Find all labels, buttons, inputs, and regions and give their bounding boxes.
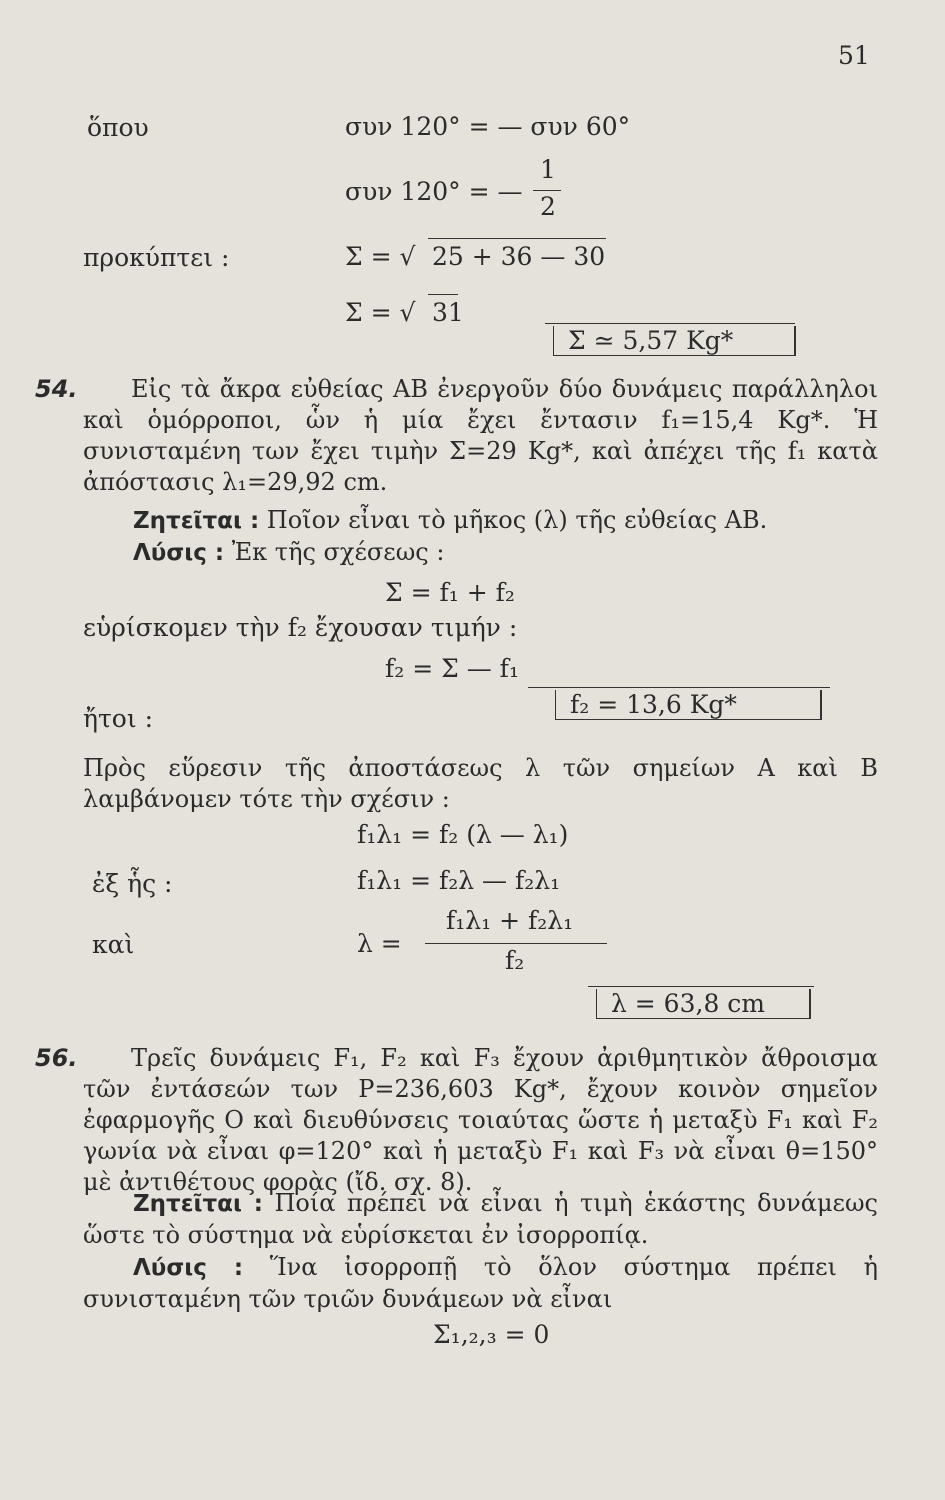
problem-56-text	[35, 1043, 878, 1198]
problem-number-54: 54.	[35, 375, 78, 403]
label-opou: ὅπου	[87, 113, 149, 142]
lambda-fraction-bar	[425, 943, 607, 944]
result-box-top	[545, 323, 795, 324]
label-etoi: ἤτοι :	[83, 704, 154, 733]
lysis-56-text: Ἵνα ἰσορροπῇ τὸ ὅλον σύστημα πρέπει ἡ συνισταμένη τῶν τριῶν δυνάμεων νὰ εἶναι	[83, 1253, 878, 1313]
result-f2-box-top	[528, 687, 830, 688]
lysis-text: Ἐκ τῆς σχέσεως :	[231, 538, 445, 566]
line-find-f2: εὑρίσκομεν τὴν f₂ ἔχουσαν τιμήν :	[83, 613, 518, 642]
equation-relation-1: f₁λ₁ = f₂ (λ — λ₁)	[357, 820, 569, 849]
zeteitai-label: Ζητεῖται :	[133, 508, 260, 534]
fraction-bar	[533, 190, 561, 191]
label-kai: καὶ	[92, 930, 135, 959]
paragraph-distance: Πρὸς εὕρεσιν τῆς ἀποστάσεως λ τῶν σημείων Α καὶ Β λαμβάνομεν τότε τὴν σχέσιν :	[83, 754, 878, 813]
result-lambda: λ = 63,8 cm	[596, 989, 811, 1019]
equation-sum-forces: Σ = f₁ + f₂	[385, 578, 515, 607]
zeteitai-56-text: Ποία πρέπει νὰ εἶναι ἡ τιμὴ ἑκάστης δυνάμεως ὥστε τὸ σύστημα νὰ εὑρίσκεται ἐν ἰσορροπίᾳ.	[83, 1189, 878, 1249]
label-ex-es: ἐξ ἧς :	[92, 869, 173, 898]
result-f2: f₂ = 13,6 Kg*	[555, 690, 822, 720]
zeteitai-56	[83, 1188, 878, 1251]
lysis-56-label: Λύσις :	[133, 1255, 244, 1281]
problem-56-statement: Τρεῖς δυνάμεις F₁, F₂ καὶ F₃ ἔχουν ἀριθμητικὸν ἄθροισμα τῶν ἐντάσεών των P=236,603 Kg*, ἔχουν κοινὸν σημεῖον ἐφαρμογῆς Ο καὶ διευθύνσεις τοιαύτας ὥστε ἡ μεταξὺ F₁ καὶ F₂ γωνία νὰ εἶναι φ=120° καὶ ἡ μεταξὺ F₁ καὶ F₃ νὰ εἶναι θ=150° μὲ ἀντιθέτους φορὰς (ἴδ. σχ. 8).	[83, 1044, 878, 1196]
radical-bar	[428, 238, 606, 239]
fraction-numerator: 1	[540, 155, 556, 184]
equation-f2: f₂ = Σ — f₁	[385, 654, 519, 683]
problem-number-56: 56.	[35, 1044, 78, 1072]
label-prokyptei: προκύπτει :	[83, 243, 230, 272]
problem-54-text	[35, 374, 878, 498]
zeteitai-54	[133, 506, 767, 534]
equation-lambda-numerator: f₁λ₁ + f₂λ₁	[446, 906, 574, 935]
result-lambda-box-top	[588, 986, 814, 987]
equation-sigma-radical-left: Σ = √	[345, 242, 416, 271]
radical-bar-31	[428, 294, 458, 295]
equation-sigma-root31-content: 31	[432, 298, 464, 327]
fraction-denominator: 2	[540, 192, 556, 221]
equation-cos120-a: συν 120° = — συν 60°	[345, 112, 631, 141]
page-number: 51	[838, 41, 870, 70]
equation-lambda-left: λ =	[357, 929, 402, 958]
lysis-54	[133, 538, 444, 566]
equation-relation-2: f₁λ₁ = f₂λ — f₂λ₁	[357, 866, 561, 895]
lysis-label: Λύσις :	[133, 540, 225, 566]
result-sigma: Σ ≃ 5,57 Kg*	[553, 326, 796, 356]
zeteitai-56-label: Ζητεῖται :	[133, 1191, 263, 1217]
equation-sigma-radical-content: 25 + 36 — 30	[432, 242, 606, 271]
equation-lambda-denominator: f₂	[505, 946, 525, 975]
equation-cos120-b: συν 120° = —	[345, 177, 523, 206]
zeteitai-text: Ποῖον εἶναι τὸ μῆκος (λ) τῆς εὐθείας ΑΒ.	[266, 506, 768, 534]
equation-equilibrium: Σ₁,₂,₃ = 0	[433, 1320, 550, 1349]
problem-54-statement: Εἰς τὰ ἄκρα εὐθείας ΑΒ ἐνεργοῦν δύο δυνάμεις παράλληλοι καὶ ὁμόρροποι, ὧν ἡ μία ἔχει ἔντασιν f₁=15,4 Kg*. Ἡ συνισταμένη των ἔχει τιμὴν Σ=29 Kg*, καὶ ἀπέχει τῆς f₁ κατὰ ἀπόστασις λ₁=29,92 cm.	[83, 375, 878, 496]
equation-sigma-root31-left: Σ = √	[345, 298, 416, 327]
lysis-56	[83, 1252, 878, 1315]
